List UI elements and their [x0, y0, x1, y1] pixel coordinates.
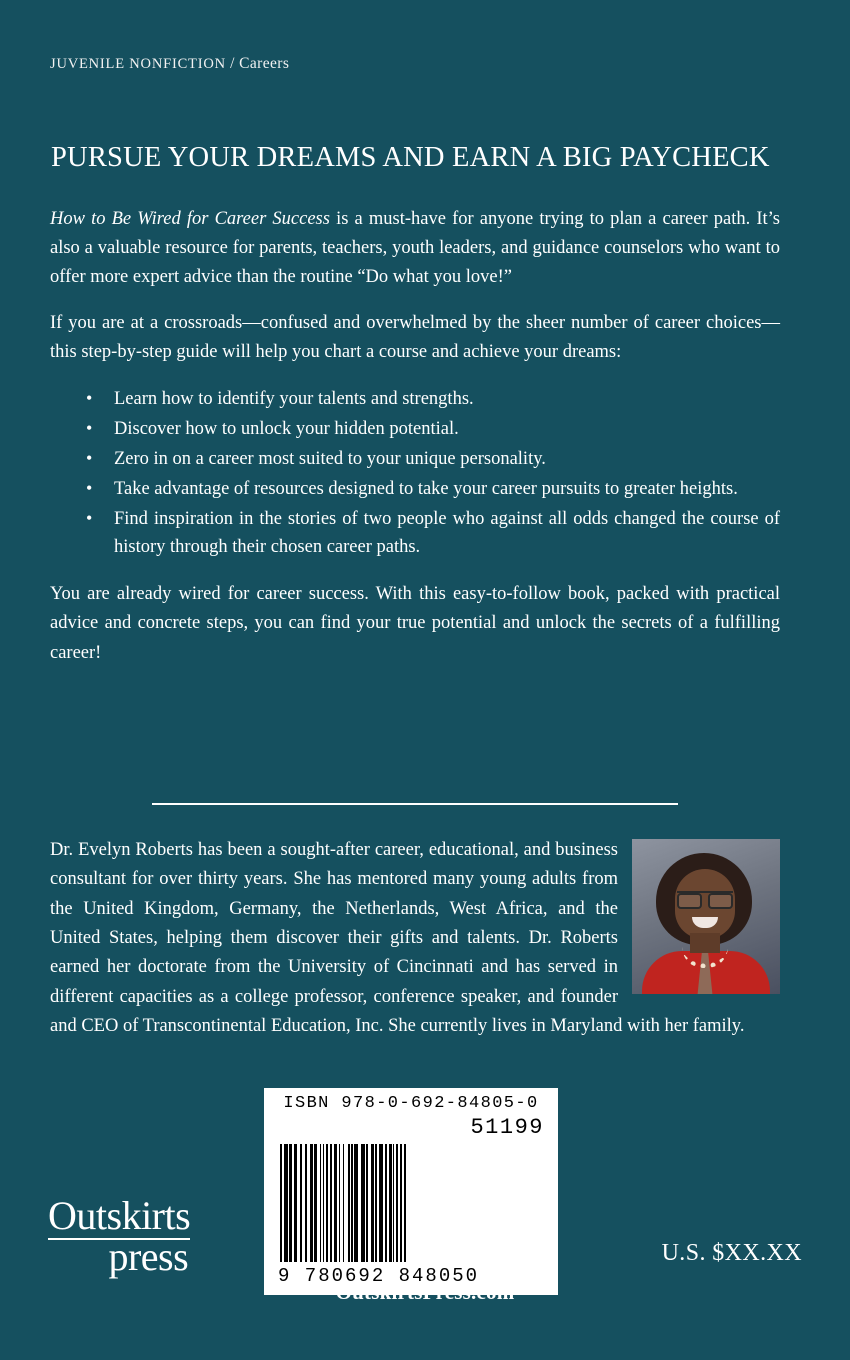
book-title-italic: How to Be Wired for Career Success — [50, 209, 330, 229]
retail-price: U.S. $XX.XX — [661, 1240, 802, 1266]
benefit-list — [50, 385, 780, 562]
category-sub: Careers — [239, 55, 290, 72]
author-photo — [632, 839, 780, 994]
divider — [152, 803, 678, 805]
publisher-logo — [48, 1193, 191, 1279]
author-bio-text: Dr. Evelyn Roberts has been a sought-after career, educational, and business consultant for over thirty years. She has mentored many young adults from the United Kingdom, Germany, the Netherlands, West Africa, and the United States, helping them discover their gifts and talents. Dr. Roberts earned her doctorate from the University of Cincinnati and has served in different capacities as a college professor, conference speaker, and founder and CEO of Transcontinental Education, Inc. She currently lives in Maryland with her family. — [50, 840, 745, 1036]
isbn-text: ISBN 978-0-692-84805-0 — [283, 1094, 539, 1113]
blurb-paragraph-2: If you are at a crossroads—confused and overwhelmed by the sheer number of career choices—this step-by-step guide will help you chart a course and achieve your dreams: — [50, 312, 780, 362]
category-line — [50, 55, 289, 73]
author-bio-block — [50, 836, 780, 1041]
blurb-paragraph-3: You are already wired for career success. With this easy-to-follow book, packed with practical advice and concrete steps, you can find your true potential and unlock the secrets of a fulfilling career! — [50, 584, 780, 663]
publisher-logo-line2: press — [108, 1233, 189, 1279]
publisher-logo-line1: Outskirts — [48, 1193, 191, 1238]
list-item: • Zero in on a career most suited to your unique personality. — [80, 445, 780, 474]
blurb-paragraph-1-rest: is a must-have for anyone trying to plan a career path. It’s also a valuable resource for parents, teachers, youth leaders, and guidance counselors who want to offer more expert advice than the routine “Do what you love!” — [50, 209, 781, 288]
list-item: • Take advantage of resources designed to take your career pursuits to greater heights. — [80, 475, 780, 504]
barcode-block — [264, 1088, 558, 1295]
barcode-number: 9 780692 848050 — [278, 1265, 480, 1287]
price-code: 51199 — [470, 1115, 544, 1140]
category-separator: / — [225, 55, 240, 72]
list-item: • Discover how to unlock your hidden potential. — [80, 415, 780, 444]
list-item: • Learn how to identify your talents and strengths. — [80, 385, 780, 414]
photo-glasses — [677, 891, 733, 906]
barcode-bars — [280, 1144, 542, 1262]
page-title: PURSUE YOUR DREAMS AND EARN A BIG PAYCHECK — [51, 142, 770, 173]
blurb-body — [50, 205, 780, 686]
list-item: • Find inspiration in the stories of two people who against all odds changed the course of history through their chosen career paths. — [80, 505, 780, 563]
publisher-website: OutskirtsPress.com — [335, 1280, 515, 1304]
category-main: JUVENILE NONFICTION — [50, 56, 226, 72]
blurb-paragraph-1 — [50, 205, 780, 293]
